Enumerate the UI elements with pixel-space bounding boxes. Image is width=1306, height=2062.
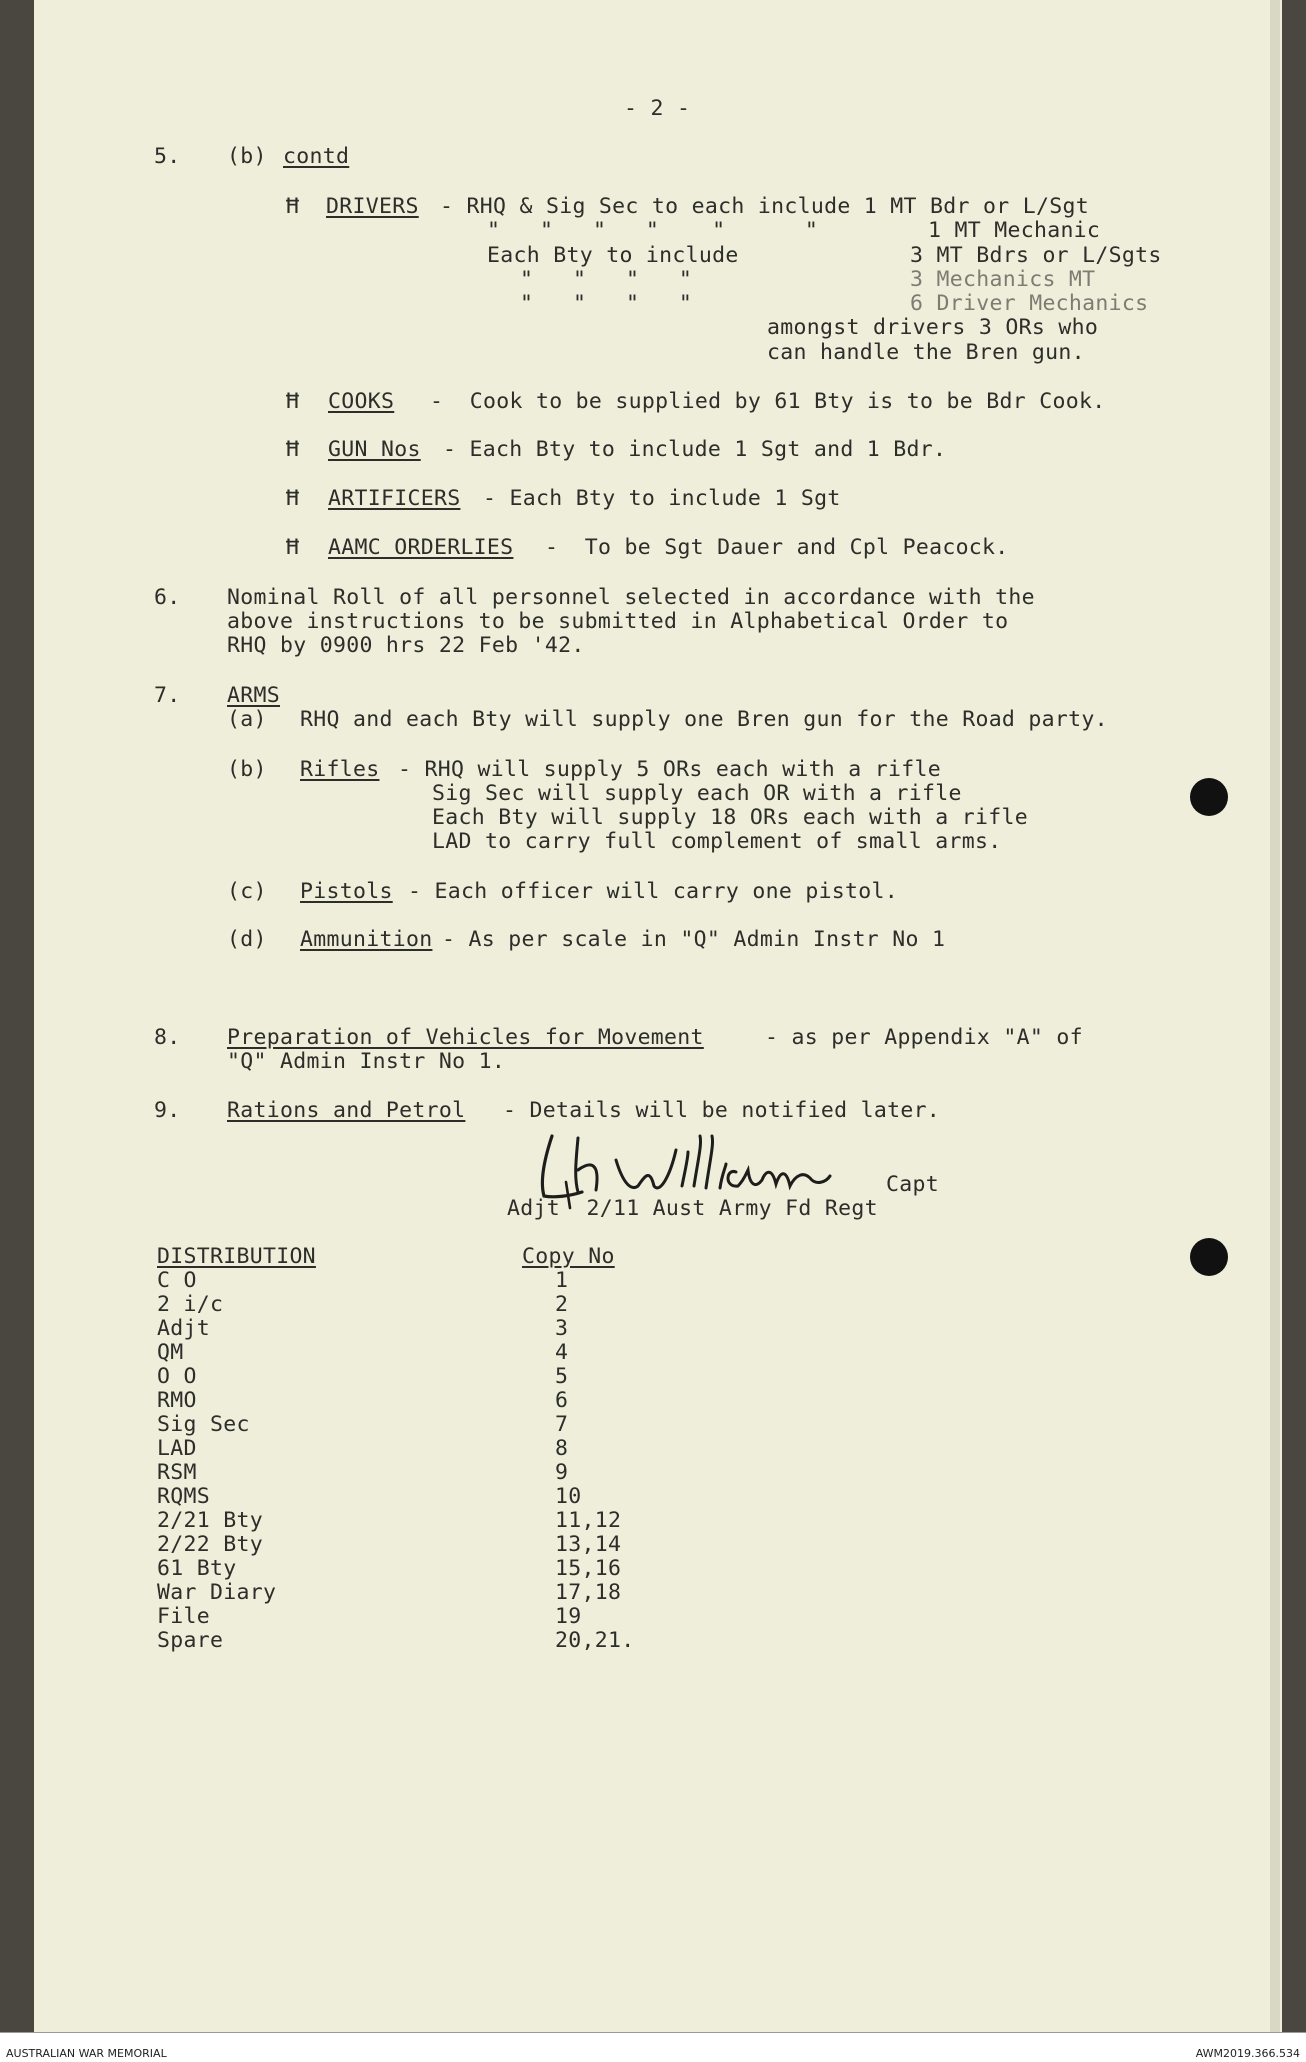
footer-institution: AUSTRALIAN WAR MEMORIAL xyxy=(6,2047,167,2060)
section-8-text: - as per Appendix "A" of xyxy=(765,1025,1083,1050)
bullet-mark: Ħ xyxy=(286,486,300,511)
pistols-label: Pistols xyxy=(300,879,393,904)
artificers-text: - Each Bty to include 1 Sgt xyxy=(483,486,841,511)
rifles-label: Rifles xyxy=(300,757,380,782)
bullet-mark: Ħ xyxy=(286,389,300,414)
signature-rank: Capt xyxy=(886,1172,939,1197)
arms-d-label: (d) xyxy=(227,927,267,952)
section-6-line-3: RHQ by 0900 hrs 22 Feb '42. xyxy=(227,633,585,658)
rifles-line-4: LAD to carry full complement of small arms. xyxy=(432,829,1002,854)
distribution-recipient: 2/21 Bty xyxy=(157,1508,263,1533)
section-7-number: 7. xyxy=(154,683,181,708)
section-6-line-1: Nominal Roll of all personnel selected in accordance with the xyxy=(227,585,1035,610)
section-8-number: 8. xyxy=(154,1025,181,1050)
distribution-copy: 9 xyxy=(555,1460,569,1485)
distribution-recipient: RMO xyxy=(157,1388,197,1413)
distribution-copy: 13,14 xyxy=(555,1532,622,1557)
arms-c-label: (c) xyxy=(227,879,267,904)
section-9-text: - Details will be notified later. xyxy=(503,1098,941,1123)
aamc-orderlies-text: - To be Sgt Dauer and Cpl Peacock. xyxy=(545,535,1009,560)
distribution-copy: 11,12 xyxy=(555,1508,622,1533)
distribution-recipient: Sig Sec xyxy=(157,1412,250,1437)
gun-nos-label: GUN Nos xyxy=(328,437,421,462)
distribution-copy: 2 xyxy=(555,1292,569,1317)
page-number: - 2 - xyxy=(624,96,691,121)
rifles-line-2: Sig Sec will supply each OR with a rifle xyxy=(432,781,962,806)
section-5-contd: contd xyxy=(283,144,350,169)
distribution-copy: 20,21. xyxy=(555,1628,635,1653)
section-9-label: Rations and Petrol xyxy=(227,1098,466,1123)
section-6-number: 6. xyxy=(154,585,181,610)
distribution-recipient: RSM xyxy=(157,1460,197,1485)
distribution-recipient: C O xyxy=(157,1268,197,1293)
footer-reference: AWM2019.366.534 xyxy=(1195,2047,1300,2060)
punch-hole-bottom xyxy=(1190,1238,1228,1276)
section-6-line-2: above instructions to be submitted in Alphabetical Order to xyxy=(227,609,1009,634)
distribution-copy: 4 xyxy=(555,1340,569,1365)
drivers-line-4: 3 Mechanics MT xyxy=(910,267,1096,292)
distribution-recipient: Spare xyxy=(157,1628,224,1653)
distribution-recipient: File xyxy=(157,1604,210,1629)
section-5-number: 5. xyxy=(154,144,181,169)
pistols-text: - Each officer will carry one pistol. xyxy=(408,879,899,904)
aamc-orderlies-label: AAMC ORDERLIES xyxy=(328,535,514,560)
arms-heading: ARMS xyxy=(227,683,280,708)
ditto-marks-1: " " " " " " xyxy=(487,218,819,243)
bty-include-line: Each Bty to include xyxy=(487,243,739,268)
distribution-copy: 7 xyxy=(555,1412,569,1437)
distribution-recipient: 2/22 Bty xyxy=(157,1532,263,1557)
bullet-mark: Ħ xyxy=(286,437,300,462)
gun-nos-text: - Each Bty to include 1 Sgt and 1 Bdr. xyxy=(443,437,947,462)
drivers-line-3: 3 MT Bdrs or L/Sgts xyxy=(910,243,1162,268)
distribution-recipient: Adjt xyxy=(157,1316,210,1341)
section-5-sub: (b) xyxy=(227,144,267,169)
rifles-line-1: - RHQ will supply 5 ORs each with a rifle xyxy=(398,757,942,782)
ammunition-label: Ammunition xyxy=(300,927,433,952)
archive-footer xyxy=(0,2032,1306,2062)
distribution-heading: DISTRIBUTION xyxy=(157,1244,316,1269)
drivers-line-5: 6 Driver Mechanics xyxy=(910,291,1149,316)
distribution-copy: 8 xyxy=(555,1436,569,1461)
copy-no-heading: Copy No xyxy=(522,1244,615,1269)
distribution-recipient: 61 Bty xyxy=(157,1556,237,1581)
distribution-recipient: LAD xyxy=(157,1436,197,1461)
arms-b-label: (b) xyxy=(227,757,267,782)
drivers-line-7: can handle the Bren gun. xyxy=(767,340,1085,365)
distribution-recipient: War Diary xyxy=(157,1580,277,1605)
distribution-copy: 3 xyxy=(555,1316,569,1341)
page-edge xyxy=(1270,0,1280,2032)
distribution-recipient: O O xyxy=(157,1364,197,1389)
cooks-label: COOKS xyxy=(328,389,395,414)
section-8-label: Preparation of Vehicles for Movement xyxy=(227,1025,704,1050)
punch-hole-top xyxy=(1190,778,1228,816)
bullet-mark: Ħ xyxy=(286,535,300,560)
distribution-copy: 15,16 xyxy=(555,1556,622,1581)
distribution-recipient: 2 i/c xyxy=(157,1292,224,1317)
rifles-line-3: Each Bty will supply 18 ORs each with a rifle xyxy=(432,805,1028,830)
distribution-copy: 1 xyxy=(555,1268,569,1293)
distribution-copy: 5 xyxy=(555,1364,569,1389)
distribution-copy: 19 xyxy=(555,1604,582,1629)
drivers-line-6: amongst drivers 3 ORs who xyxy=(767,315,1099,340)
arms-a-label: (a) xyxy=(227,707,267,732)
drivers-line-2: 1 MT Mechanic xyxy=(928,218,1101,243)
distribution-copy: 17,18 xyxy=(555,1580,622,1605)
arms-a-text: RHQ and each Bty will supply one Bren gun for the Road party. xyxy=(300,707,1108,732)
signature-line: Adjt 2/11 Aust Army Fd Regt xyxy=(507,1196,878,1221)
distribution-copy: 6 xyxy=(555,1388,569,1413)
cooks-text: - Cook to be supplied by 61 Bty is to be Bdr Cook. xyxy=(430,389,1106,414)
section-8-line-2: "Q" Admin Instr No 1. xyxy=(227,1049,506,1074)
section-9-number: 9. xyxy=(154,1098,181,1123)
bullet-mark: Ħ xyxy=(286,194,300,219)
ditto-marks-2: " " " " xyxy=(520,267,693,292)
distribution-copy: 10 xyxy=(555,1484,582,1509)
distribution-recipient: RQMS xyxy=(157,1484,210,1509)
distribution-recipient: QM xyxy=(157,1340,184,1365)
ammunition-text: - As per scale in "Q" Admin Instr No 1 xyxy=(442,927,946,952)
artificers-label: ARTIFICERS xyxy=(328,486,461,511)
drivers-line-1: - RHQ & Sig Sec to each include 1 MT Bdr or L/Sgt xyxy=(440,194,1089,219)
drivers-label: DRIVERS xyxy=(326,194,419,219)
ditto-marks-3: " " " " xyxy=(520,291,693,316)
